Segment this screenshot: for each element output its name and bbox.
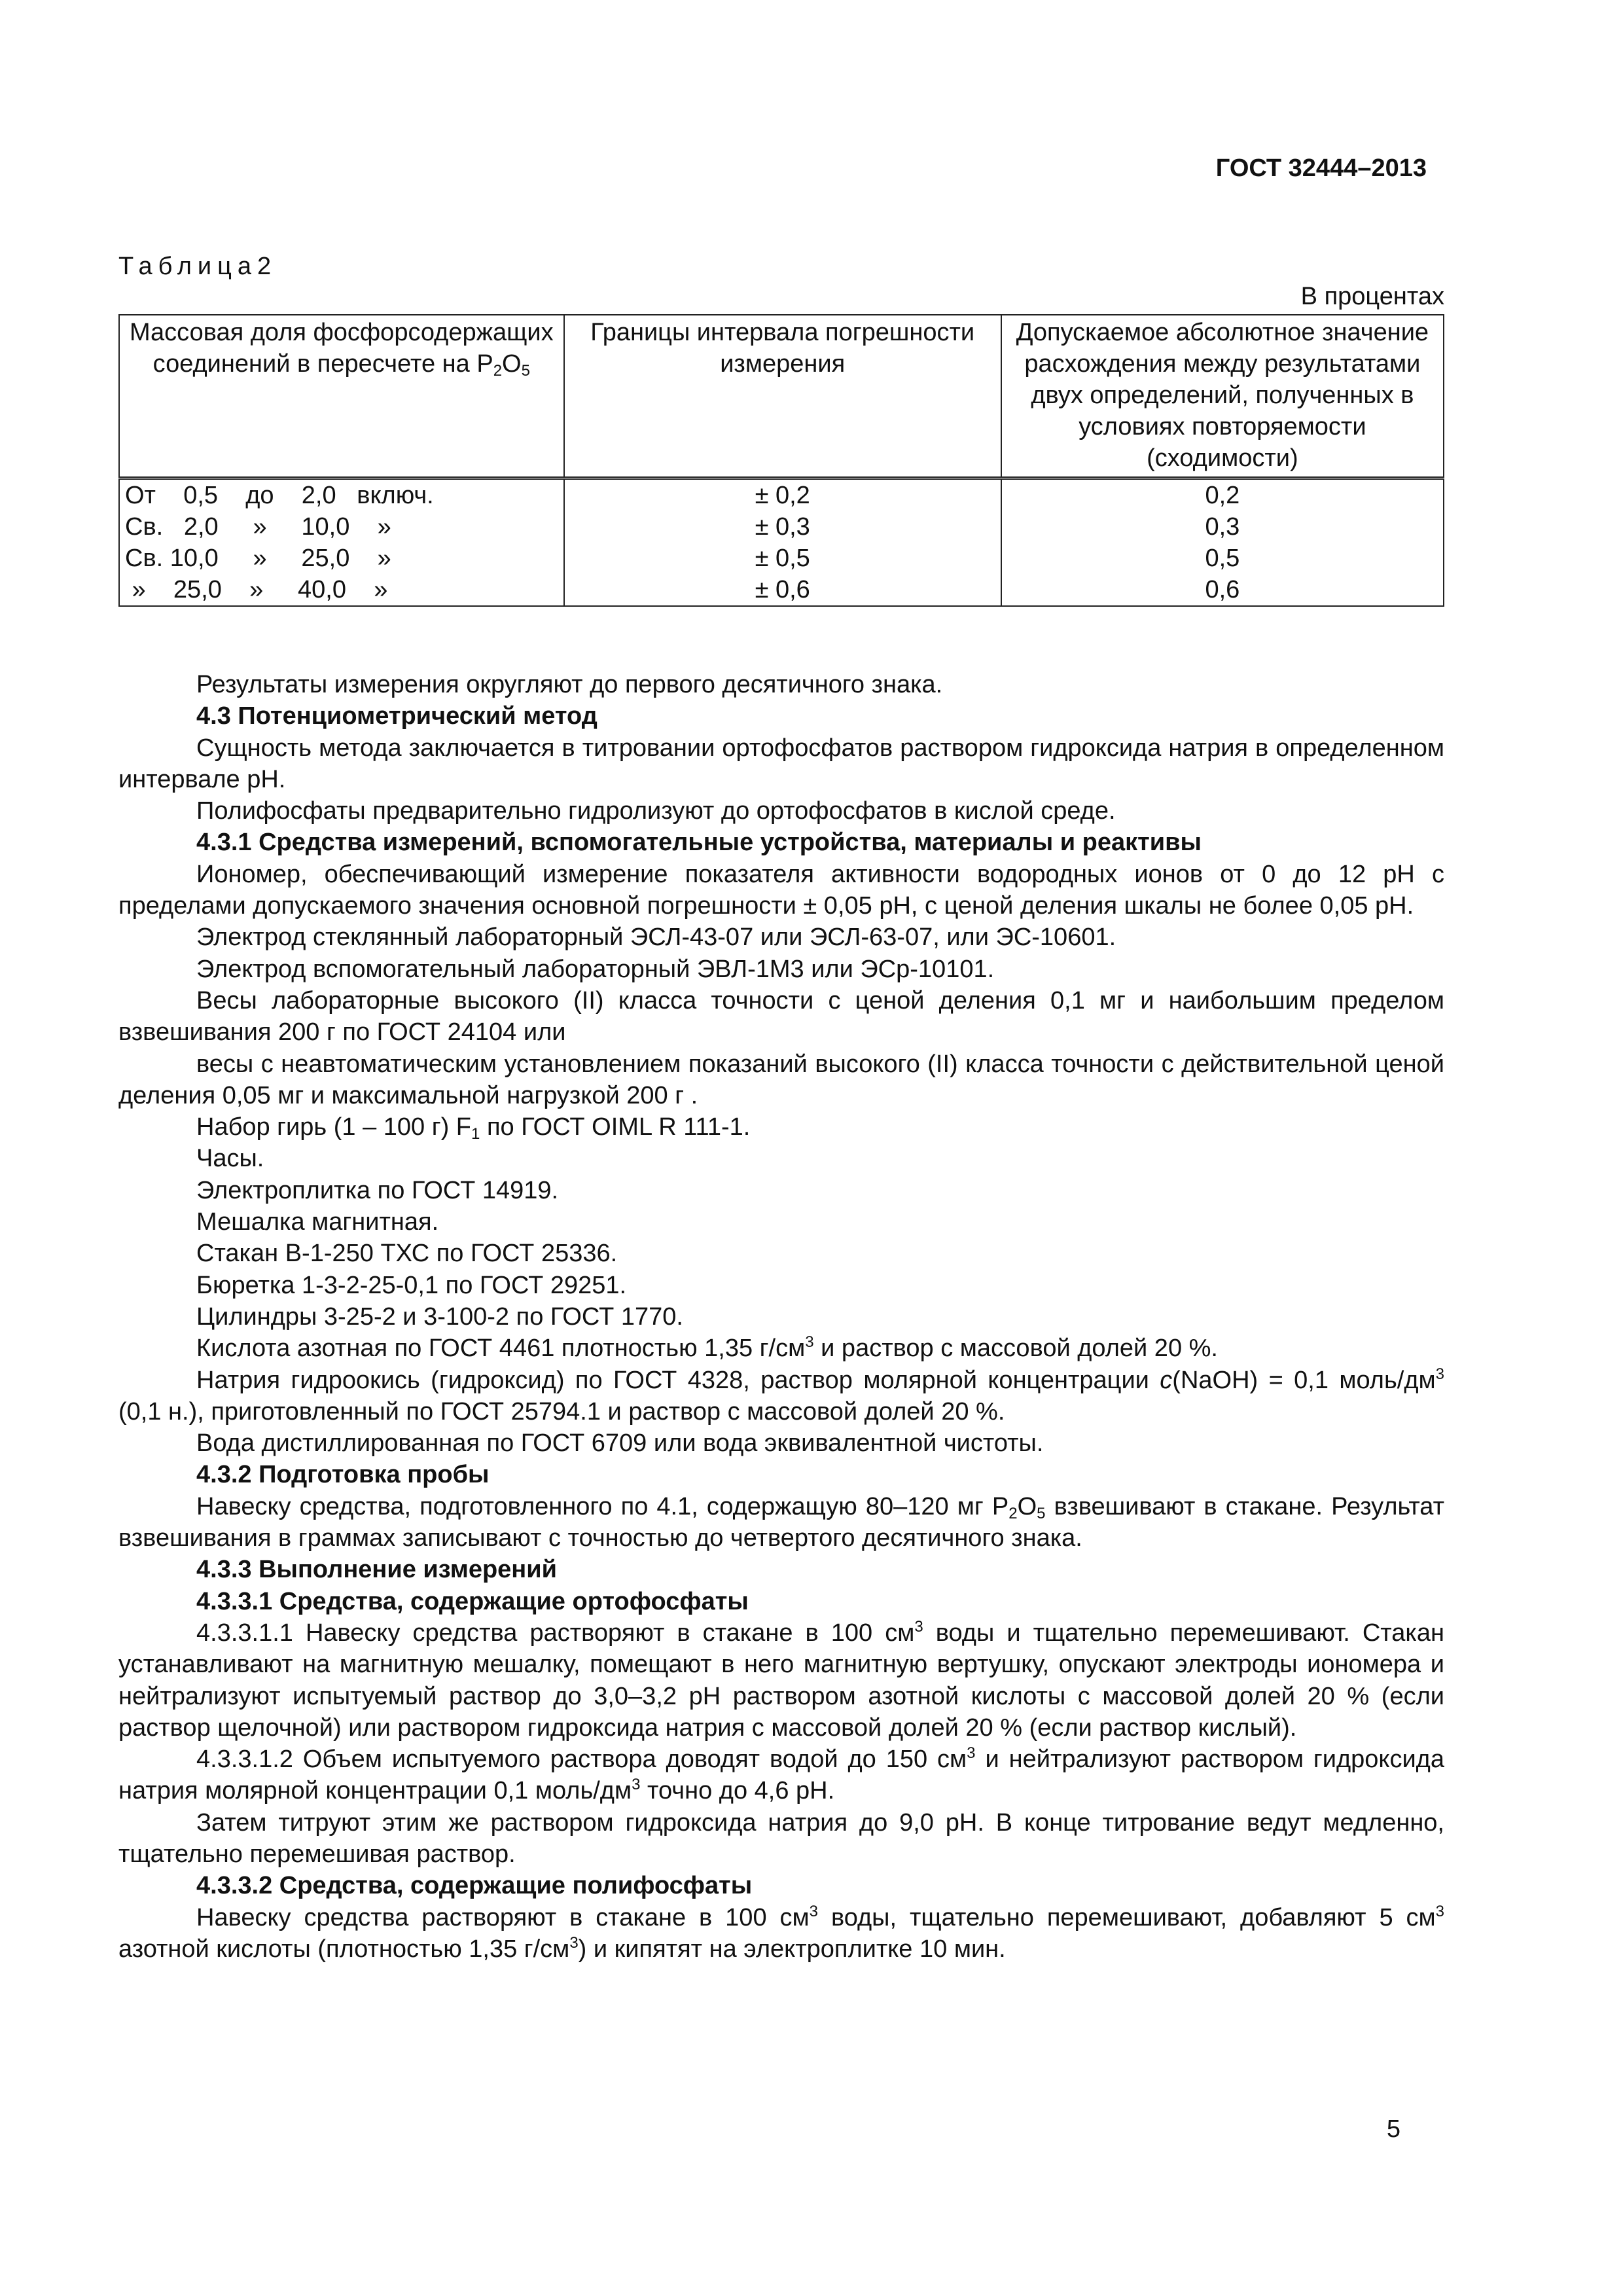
section-heading: 4.3 Потенциометрический метод xyxy=(196,702,597,730)
paragraph: Навеску средства, подготовленного по 4.1, содержащую 80–120 мг $P_2O_5$ взвешивают в стакане. Результат взвешивания в граммах записывают с точностью до четвертого десятичного знака. xyxy=(118,1492,1444,1552)
paragraph: 4.3.3.1.1 Навеску средства растворяют в стакане в 100 $см^3$ воды и тщательно перемешивают. Стакан устанавливают на магнитную мешалку, помещают в него магнитную вертушку, опускают электроды иономера и нейтрализуют испытуемый раствор до 3,0–3,2 pH раствором азотной кислоты с массовой долей 20 % (если раствор щелочной) или раствором гидроксида натрия с массовой долей 20 % (если раствор кислый). xyxy=(118,1617,1445,1742)
paragraph: Иономер, обеспечивающий измерение показателя активности водородных ионов от 0 до 12 pH с пределами допускаемого значения основной погрешности ± 0,05 pH, с ценой деления шкалы не более 0,05 pH. xyxy=(118,860,1444,920)
table-cell: От 0,5 до 2,0 включ. xyxy=(119,478,564,512)
table-row xyxy=(119,511,1444,543)
section-heading: 4.3.1 Средства измерений, вспомогательные устройства, материалы и реактивы xyxy=(196,829,1202,857)
column-header-error-limits: Границы интервала погрешности измерения xyxy=(564,315,1001,478)
table-row xyxy=(119,574,1444,606)
column-header-mass-fraction: Массовая доля фосфорсодержащих соединений в пересчете на $P_2O_5$ xyxy=(119,315,564,478)
paragraph: Электроплитка по ГОСТ 14919. xyxy=(196,1176,559,1204)
table-cell: 0,2 xyxy=(1001,478,1444,512)
paragraph: Цилиндры 3-25-2 и 3-100-2 по ГОСТ 1770. xyxy=(196,1302,683,1331)
section-heading: 4.3.2 Подготовка пробы xyxy=(196,1461,490,1489)
table-cell: 0,3 xyxy=(1001,511,1444,543)
paragraph: Бюретка 1-3-2-25-0,1 по ГОСТ 29251. xyxy=(196,1271,627,1299)
table-cell: ± 0,3 xyxy=(564,511,1001,543)
paragraph: Электрод стеклянный лабораторный ЭСЛ-43-07 или ЭСЛ-63-07, или ЭС-10601. xyxy=(196,924,1116,952)
document-code: ГОСТ 32444–2013 xyxy=(1215,154,1427,182)
paragraph: Затем титруют этим же раствором гидроксида натрия до 9,0 pH. В конце титрование ведут медленно, тщательно перемешивая раствор. xyxy=(118,1808,1444,1868)
paragraph: Вода дистиллированная по ГОСТ 6709 или вода эквивалентной чистоты. xyxy=(196,1429,1044,1458)
table-cell: Св. 10,0 » 25,0 » xyxy=(119,543,564,574)
table-cell: ± 0,6 xyxy=(564,574,1001,606)
table-cell: 0,6 xyxy=(1001,574,1444,606)
paragraph: Стакан В-1-250 ТХС по ГОСТ 25336. xyxy=(196,1240,618,1268)
table-cell: ± 0,5 xyxy=(564,543,1001,574)
section-heading: 4.3.3 Выполнение измерений xyxy=(196,1556,557,1584)
data-table xyxy=(118,314,1444,607)
paragraph: Электрод вспомогательный лабораторный ЭВЛ-1М3 или ЭСр-10101. xyxy=(196,955,995,983)
paragraph: Сущность метода заключается в титровании ортофосфатов раствором гидроксида натрия в определенном интервале pH. xyxy=(118,734,1444,793)
section-heading: 4.3.3.1 Средства, содержащие ортофосфаты xyxy=(196,1587,749,1615)
table-row xyxy=(119,543,1444,574)
table-cell: Св. 2,0 » 10,0 » xyxy=(119,511,564,543)
paragraph: Набор гирь (1 – 100 г) $F_1$ по ГОСТ OIML R 111-1. xyxy=(196,1113,751,1143)
page-number: 5 xyxy=(1386,2115,1400,2143)
paragraph: Результаты измерения округляют до первого десятичного знака. xyxy=(196,671,943,698)
table-cell: » 25,0 » 40,0 » xyxy=(119,574,564,606)
table-cell: ± 0,2 xyxy=(564,478,1001,512)
paragraph: Навеску средства растворяют в стакане в 100 $см^3$ воды, тщательно перемешивают, добавляют 5 $см^3$ азотной кислоты (плотностью 1,35 $г/см^3$) и кипятят на электроплитке 10 мин. xyxy=(118,1902,1445,1963)
paragraph: Мешалка магнитная. xyxy=(196,1208,439,1236)
section-heading: 4.3.3.2 Средства, содержащие полифосфаты xyxy=(196,1872,753,1900)
paragraph: весы с неавтоматическим установлением показаний высокого (II) класса точности с действительной ценой деления 0,05 мг и максимальной нагрузкой 200 г . xyxy=(118,1050,1444,1109)
paragraph: Часы. xyxy=(196,1145,264,1173)
body-text xyxy=(118,669,1444,1965)
paragraph: Полифосфаты предварительно гидролизуют до ортофосфатов в кислой среде. xyxy=(196,797,1116,825)
column-header-discrepancy: Допускаемое абсолютное значение расхождения между результатами двух определений, полученных в условиях повторяемости (сходимости) xyxy=(1001,315,1444,478)
table-units: В процентах xyxy=(1300,283,1444,310)
paragraph: 4.3.3.1.2 Объем испытуемого раствора доводят водой до 150 $см^3$ и нейтрализуют раствором гидроксида натрия молярной концентрации 0,1 моль/$дм^3$ точно до 4,6 pH. xyxy=(118,1744,1444,1805)
table-cell: 0,5 xyxy=(1001,543,1444,574)
paragraph: Натрия гидроокись (гидроксид) по ГОСТ 4328, раствор молярной концентрации c(NaOH) = 0,1 моль/$дм^3$ (0,1 н.), приготовленный по ГОСТ 25794.1 и раствор с массовой долей 20 %. xyxy=(118,1365,1444,1426)
paragraph: Весы лабораторные высокого (II) класса точности с ценой деления 0,1 мг и наибольшим пределом взвешивания 200 г по ГОСТ 24104 или xyxy=(118,986,1444,1047)
paragraph: Кислота азотная по ГОСТ 4461 плотностью 1,35 $г/см^3$ и раствор с массовой долей 20 %. xyxy=(196,1333,1218,1363)
table-header-row xyxy=(119,315,1444,478)
table-caption: Таблица2 xyxy=(118,253,277,280)
table-row xyxy=(119,478,1444,512)
